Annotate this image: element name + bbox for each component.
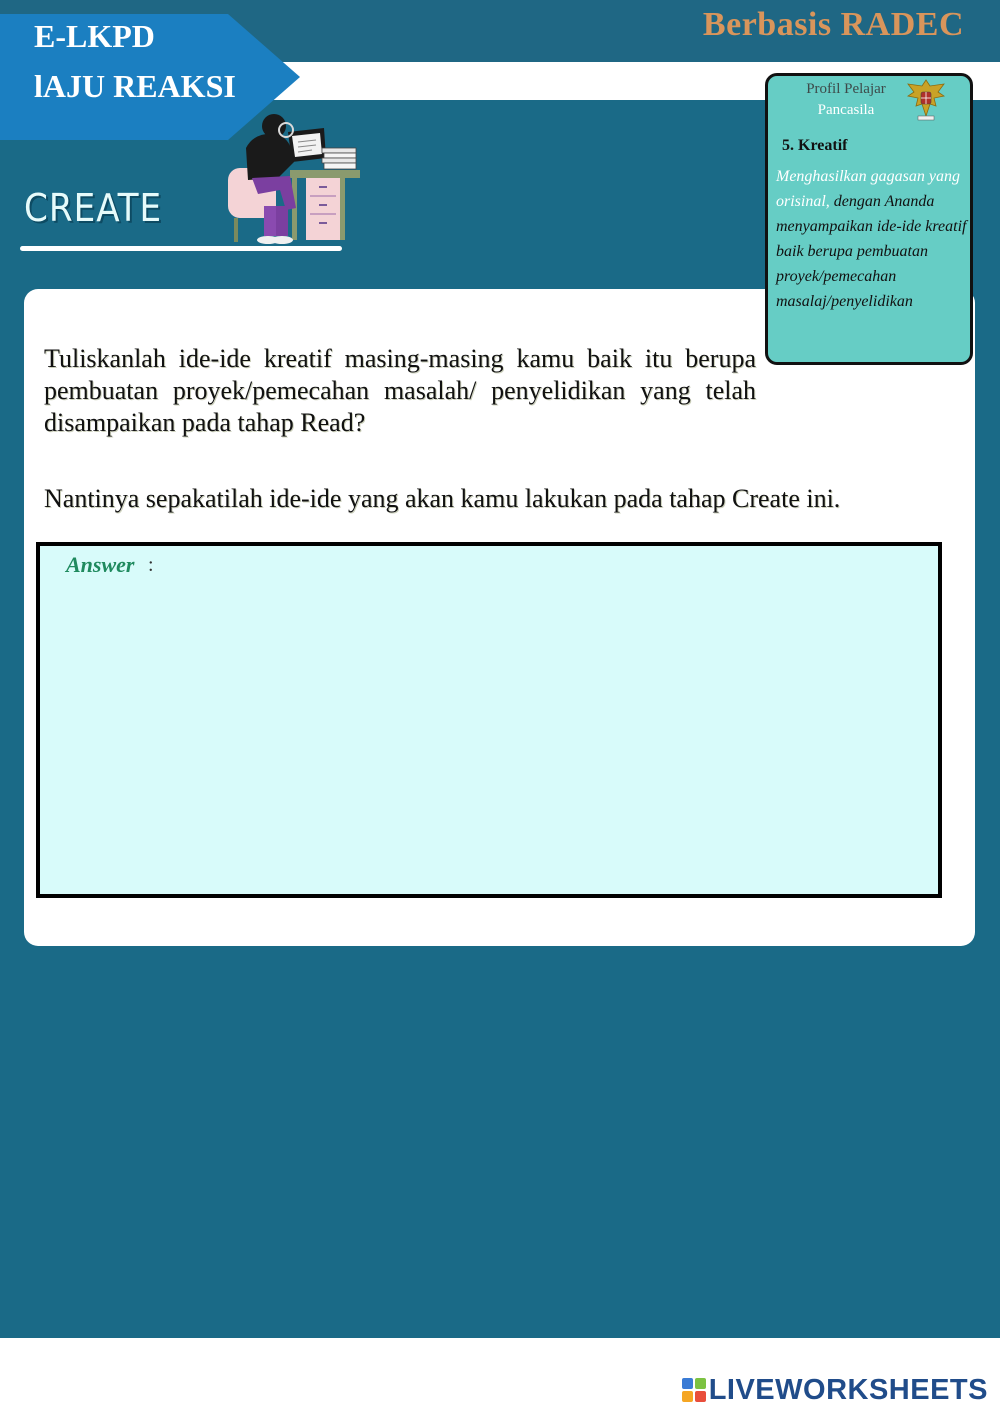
answer-input-box[interactable] xyxy=(36,542,942,898)
profile-label: 5. Kreatif xyxy=(782,137,848,154)
profile-title-line1: Profil Pelajar xyxy=(806,81,886,97)
worksheet-subtitle: lAJU REAKSI xyxy=(34,68,236,104)
brand-title: Berbasis RADEC xyxy=(702,6,964,43)
profile-desc-rest: dengan Ananda menyampaikan ide-ide kreatif baik berupa pembuatan proyek/pemecahan masalaj/penyelidikan xyxy=(776,193,967,310)
profile-pancasila-box xyxy=(765,73,973,365)
worksheet-title: E-LKPD xyxy=(34,18,155,54)
student-at-desk-illustration xyxy=(218,108,364,248)
answer-label: Answer xyxy=(66,552,135,577)
profile-desc-highlight: Menghasilkan gagasan yang orisinal, xyxy=(776,168,960,210)
section-heading: CREATE xyxy=(24,186,163,230)
answer-colon: : xyxy=(148,554,154,576)
liveworksheets-text: LIVEWORKSHEETS xyxy=(708,1373,988,1406)
question-text: Tuliskanlah ide-ide kreatif masing-masing kamu baik itu berupa pembuatan proyek/pemecahan masalah/ penyelidikan yang telah disampaikan pada tahap Read? xyxy=(44,344,756,437)
garuda-icon xyxy=(904,76,948,122)
instruction-text: Nantinya sepakatilah ide-ide yang akan kamu lakukan pada tahap Create ini. xyxy=(44,484,841,513)
liveworksheets-icon xyxy=(681,1377,707,1403)
profile-title-line2: Pancasila xyxy=(817,102,875,118)
liveworksheets-logo[interactable] xyxy=(681,1372,988,1408)
profile-title xyxy=(788,79,904,121)
heading-underline xyxy=(20,246,342,251)
profile-description xyxy=(776,164,972,314)
